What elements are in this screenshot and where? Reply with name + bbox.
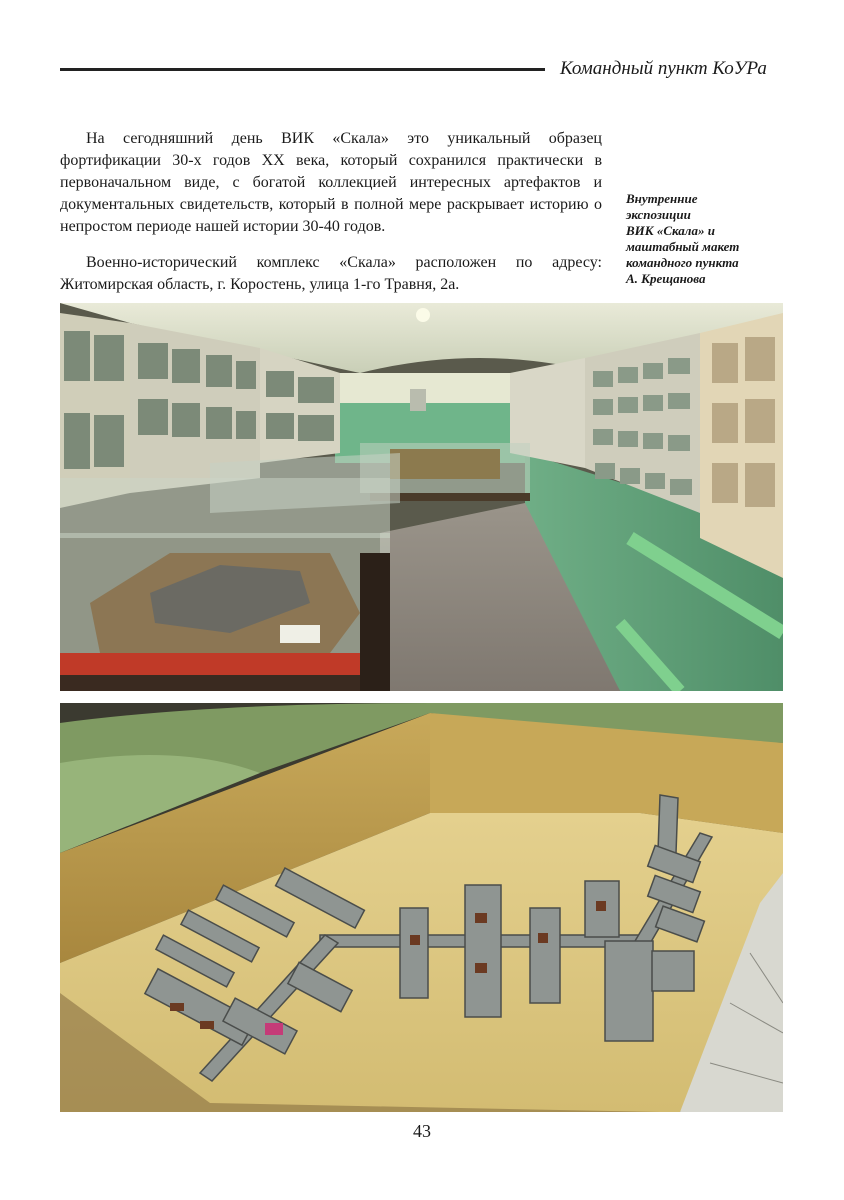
- photo-caption: [626, 191, 788, 287]
- header-rule: [60, 68, 545, 71]
- paragraph-2: Военно-исторический комплекс «Скала» расположен по адресу: Житомирская область, г. Коростень, улица 1-го Травня, 2а.: [60, 254, 602, 293]
- caption-line: Внутренние: [626, 191, 698, 206]
- caption-line: ВИК «Скала» и: [626, 223, 715, 238]
- body-text: [60, 128, 602, 296]
- exhibition-photo-illustration: [60, 303, 783, 691]
- page-number: 43: [413, 1121, 431, 1141]
- caption-line: командного пункта: [626, 255, 739, 270]
- caption-line: экспозиции: [626, 207, 691, 222]
- model-photo: [60, 703, 783, 1112]
- paragraph-1: На сегодняшний день ВИК «Скала» это уникальный образец фортификации 30-х годов XX века, который сохранился практически в первоначальном виде, с богатой коллекцией интересных артефактов и документальных свидетельств, который в полной мере раскрывает историю о непростом периоде нашей истории 30-40 годов.: [60, 130, 602, 235]
- caption-line: А. Крещанова: [626, 271, 706, 286]
- model-photo-illustration: [60, 703, 783, 1112]
- exhibition-photo: [60, 303, 783, 691]
- caption-line: маштабный макет: [626, 239, 740, 254]
- running-title: Командный пункт КоУРа: [560, 58, 767, 79]
